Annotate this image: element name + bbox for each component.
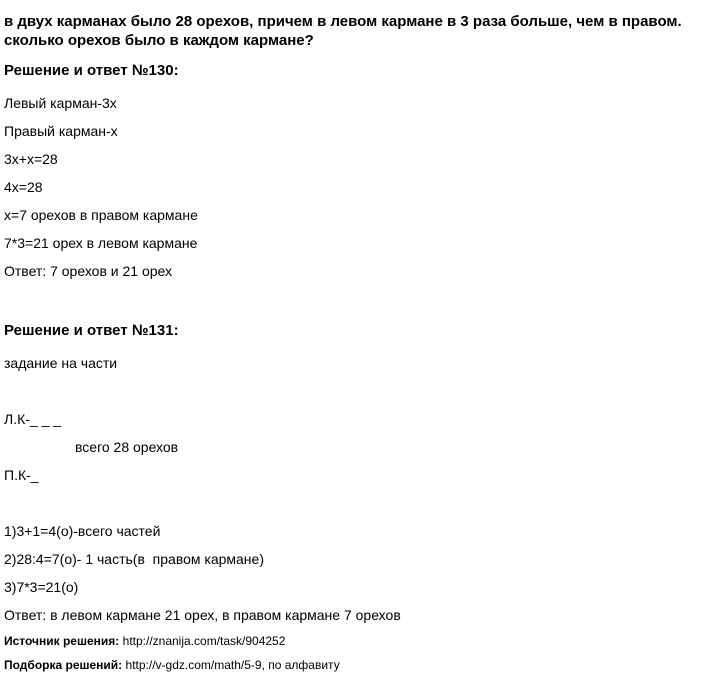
source-label: Источник решения: bbox=[4, 634, 120, 648]
collection-link[interactable]: http://v-gdz.com/math/5-9, по алфавиту bbox=[125, 658, 340, 672]
collection-label: Подборка решений: bbox=[4, 658, 123, 672]
solution-131-intro: задание на части bbox=[4, 355, 118, 371]
right-pocket-diagram: П.К-_ bbox=[4, 467, 39, 483]
solution-130-line: Правый карман-х bbox=[4, 123, 118, 139]
solution-130-line: х=7 орехов в правом кармане bbox=[4, 207, 198, 223]
solution-130-answer: Ответ: 7 орехов и 21 орех bbox=[4, 263, 172, 279]
solution-131-step: 3)7*3=21(о) bbox=[4, 579, 79, 595]
total-label: всего 28 орехов bbox=[75, 439, 179, 455]
solution-130-line: 3х+х=28 bbox=[4, 151, 58, 167]
solution-130-line: Левый карман-3х bbox=[4, 95, 117, 111]
solution-131-step: 1)3+1=4(о)-всего частей bbox=[4, 523, 161, 539]
solution-131-answer: Ответ: в левом кармане 21 орех, в правом кармане 7 орехов bbox=[4, 607, 401, 623]
solution-131-heading: Решение и ответ №131: bbox=[4, 322, 179, 339]
left-pocket-diagram: Л.К-_ _ _ bbox=[4, 411, 62, 427]
solution-130-heading: Решение и ответ №130: bbox=[4, 62, 179, 79]
source-line bbox=[4, 634, 285, 648]
solution-130-line: 7*3=21 орех в левом кармане bbox=[4, 235, 198, 251]
collection-line bbox=[4, 658, 340, 672]
solution-130-line: 4х=28 bbox=[4, 179, 43, 195]
problem-statement: в двух карманах было 28 орехов, причем в левом кармане в 3 раза больше, чем в правом. сколько орехов было в каждом кармане? bbox=[4, 13, 682, 49]
solution-131-step: 2)28:4=7(о)- 1 часть(в правом кармане) bbox=[4, 551, 264, 567]
source-link[interactable]: http://znanija.com/task/904252 bbox=[122, 634, 286, 648]
